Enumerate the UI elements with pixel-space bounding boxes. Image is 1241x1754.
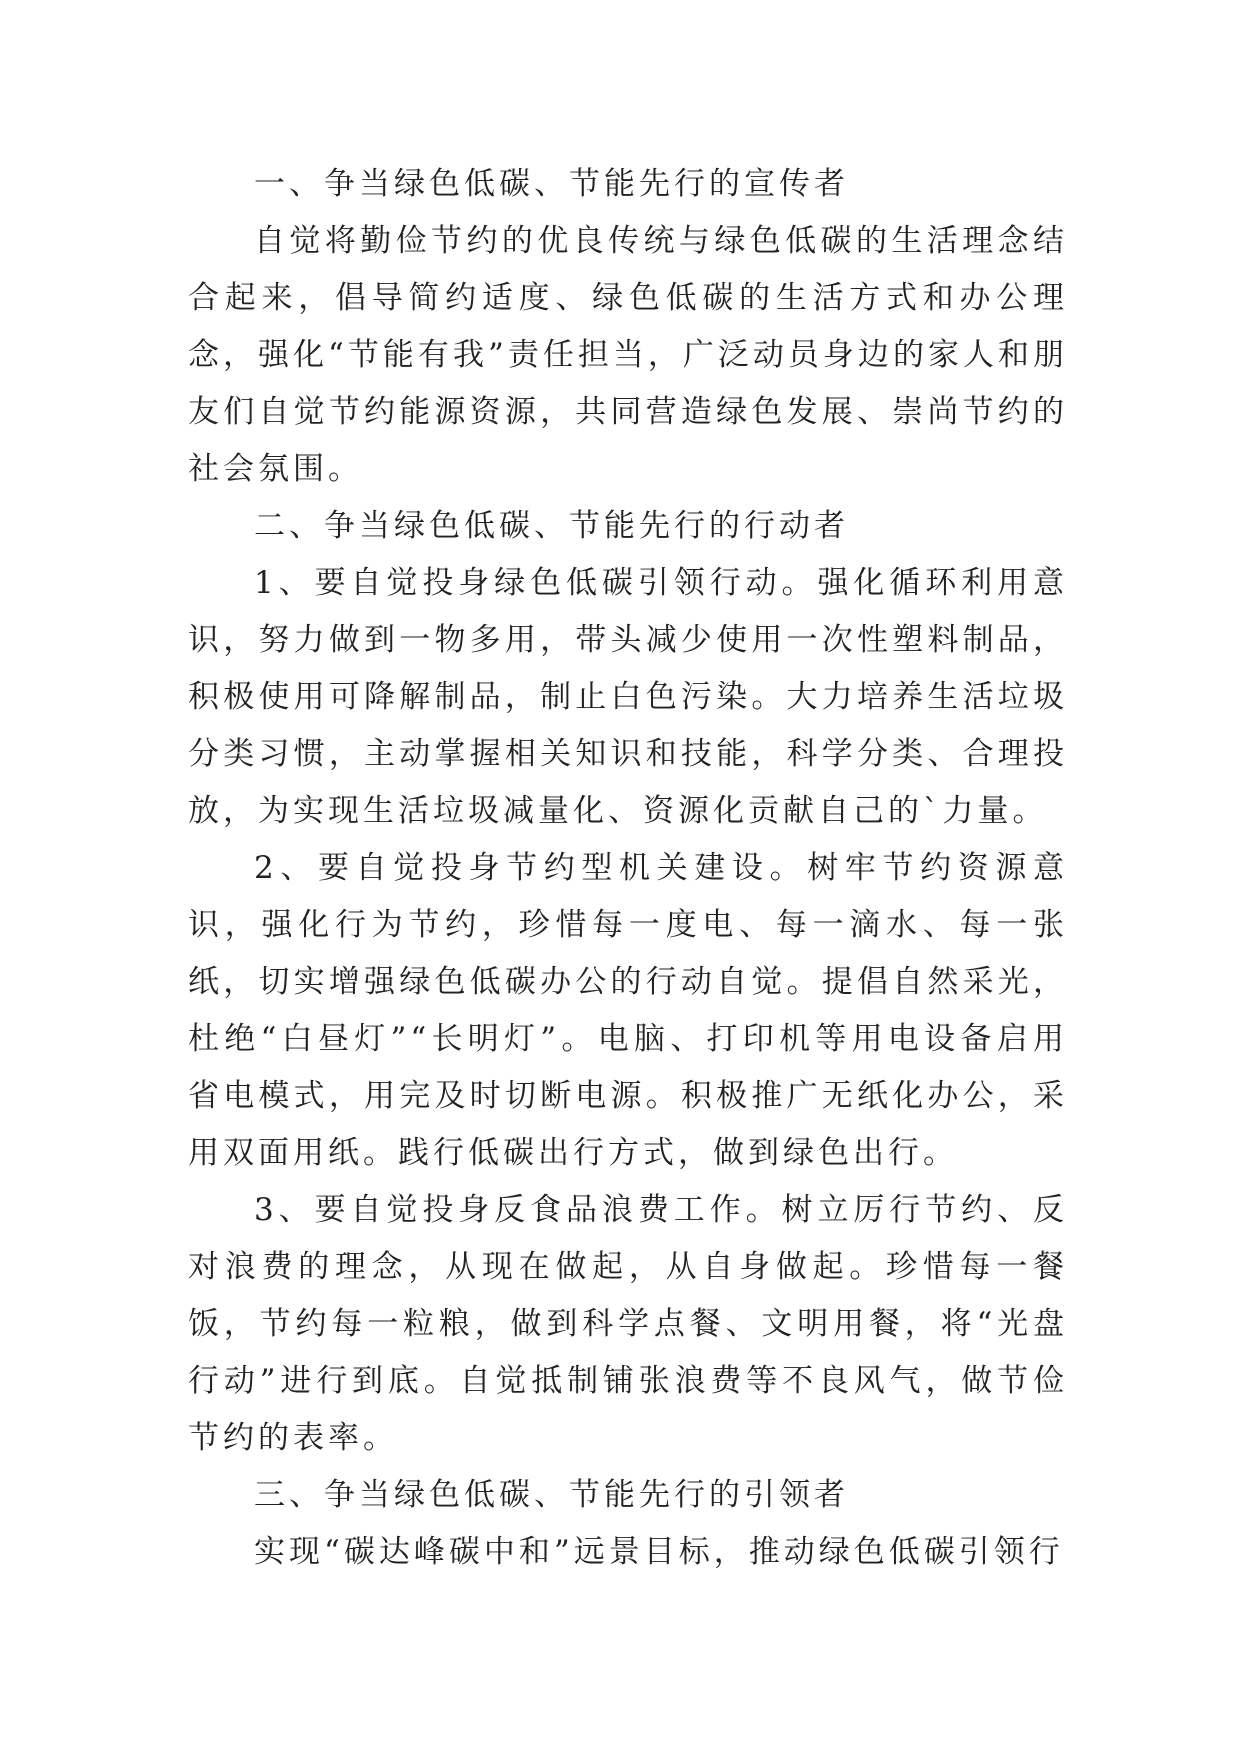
section-heading-1: 一、争当绿色低碳、节能先行的宣传者 xyxy=(254,166,849,202)
paragraph-item-2: 2、要自觉投身节约型机关建设。树牢节约资源意识，强化行为节约，珍惜每一度电、每一滴水、每一张纸，切实增强绿色低碳办公的行动自觉。提倡自然采光，杜绝“白昼灯”“长明灯”。电脑、打印机等用电设备启用省电模式，用完及时切断电源。积极推广无纸化办公，采用双面用纸。践行低碳出行方式，做到绿色出行。 xyxy=(188,850,1068,1171)
paragraph-item-3: 3、要自觉投身反食品浪费工作。树立厉行节约、反对浪费的理念，从现在做起，从自身做起。珍惜每一餐饭，节约每一粒粮，做到科学点餐、文明用餐，将“光盘行动”进行到底。自觉抵制铺张浪费等不良风气，做节俭节约的表率。 xyxy=(188,1192,1068,1456)
document-body xyxy=(188,156,1068,1581)
paragraph-leader: 实现“碳达峰碳中和”远景目标，推动绿色低碳引领行 xyxy=(254,1534,1064,1570)
paragraph-propagandist: 自觉将勤俭节约的优良传统与绿色低碳的生活理念结合起来，倡导简约适度、绿色低碳的生活方式和办公理念，强化“节能有我”责任担当，广泛动员身边的家人和朋友们自觉节约能源资源，共同营造绿色发展、崇尚节约的社会氛围。 xyxy=(188,223,1068,487)
section-heading-2: 二、争当绿色低碳、节能先行的行动者 xyxy=(254,508,849,544)
paragraph-item-1: 1、要自觉投身绿色低碳引领行动。强化循环利用意识，努力做到一物多用，带头减少使用一次性塑料制品，积极使用可降解制品，制止白色污染。大力培养生活垃圾分类习惯，主动掌握相关知识和技能，科学分类、合理投放，为实现生活垃圾减量化、资源化贡献自己的`力量。 xyxy=(188,565,1068,829)
section-heading-3: 三、争当绿色低碳、节能先行的引领者 xyxy=(254,1477,849,1513)
